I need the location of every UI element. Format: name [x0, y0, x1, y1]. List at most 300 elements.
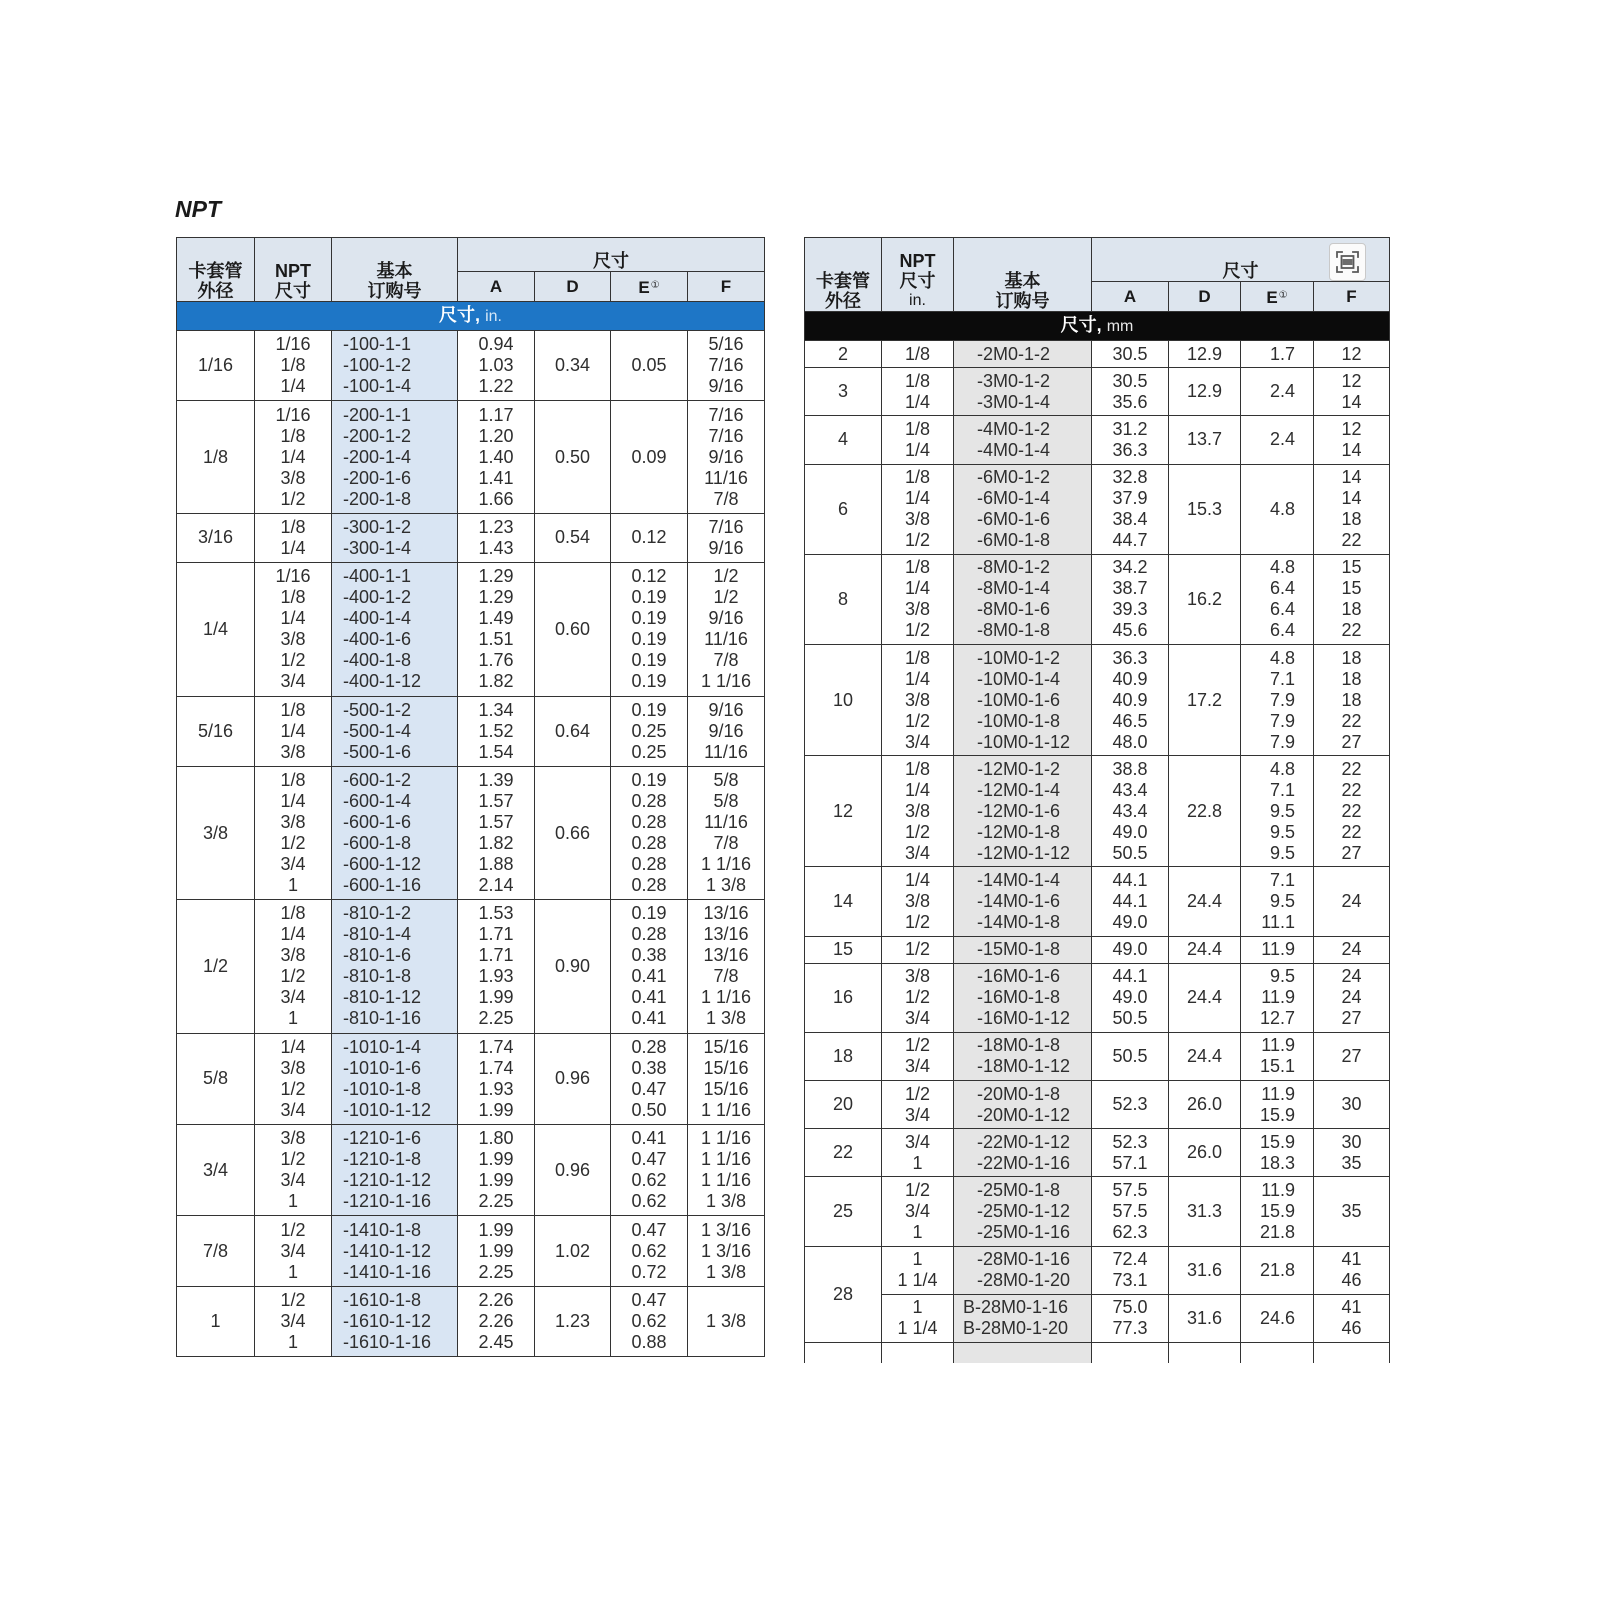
- order-number-value: -1210-1-16: [343, 1191, 432, 1212]
- dim-e-value: 0.28: [631, 854, 667, 875]
- header-line: 外径: [825, 291, 861, 311]
- cell-dim-a: [1092, 416, 1169, 464]
- dim-a-value: 1.99: [478, 1099, 514, 1120]
- cell-dim-e: [1241, 756, 1314, 867]
- dim-a-value: 1.76: [478, 650, 514, 671]
- footnote-marker: ①: [1278, 289, 1288, 301]
- dim-e-value: 11.9: [1261, 1035, 1295, 1056]
- cell-tube-od: [805, 1129, 882, 1177]
- dim-a-value: 57.5: [1112, 1180, 1148, 1201]
- cell-npt-size: [255, 513, 332, 562]
- cell-dim-a: [1092, 464, 1169, 554]
- dim-d-value: 0.50: [554, 446, 591, 467]
- dim-e-value: 0.72: [631, 1261, 667, 1282]
- order-number-value: -6M0-1-2: [977, 467, 1051, 488]
- dim-a-value: 40.9: [1112, 689, 1148, 710]
- scan-icon[interactable]: [1330, 244, 1365, 280]
- cell-dim-a: [458, 696, 535, 766]
- cell-dim-e: [1241, 1246, 1314, 1294]
- cell-dim-a: [1092, 644, 1169, 755]
- dim-f-value: 7/16: [708, 516, 744, 537]
- dim-a-value: 2.45: [478, 1331, 514, 1352]
- dim-f-value: 1 3/8: [705, 1008, 747, 1029]
- dim-a-value: 31.2: [1112, 418, 1148, 439]
- dim-f-value: 15/16: [703, 1036, 749, 1057]
- dim-a-value: 30.5: [1112, 343, 1148, 364]
- cell-npt-size: [882, 1294, 954, 1342]
- table-row: [805, 1032, 1390, 1080]
- order-number-value: -25M0-1-12: [977, 1201, 1071, 1222]
- npt-size-value: 1/4: [904, 869, 931, 890]
- npt-size-value: 1/2: [904, 710, 931, 731]
- npt-size-value: 3/8: [904, 890, 931, 911]
- cell-tube-od: [177, 563, 255, 696]
- order-number-value: -1010-1-6: [343, 1057, 422, 1078]
- npt-size-value: 1/8: [280, 355, 306, 376]
- dim-f-value: 13/16: [703, 903, 749, 924]
- order-number-value: -14M0-1-6: [977, 890, 1061, 911]
- cell-order-number: [332, 696, 458, 766]
- order-number-value: -1410-1-16: [343, 1261, 432, 1282]
- cell-dim-f: [688, 1286, 765, 1356]
- npt-size-value: 1: [287, 1191, 298, 1212]
- dim-e-value: 0.62: [631, 1191, 667, 1212]
- order-number-value: -1010-1-8: [343, 1078, 422, 1099]
- npt-size-value: 1/8: [904, 467, 931, 488]
- npt-size-value: 3/8: [280, 629, 306, 650]
- order-number-value: -16M0-1-6: [977, 966, 1061, 987]
- cell-tube-od: [805, 1246, 882, 1342]
- dim-e-value: 7.1: [1269, 869, 1295, 890]
- cell-dim-e: [611, 1125, 688, 1216]
- dim-f-value: 1/2: [713, 566, 739, 587]
- dim-a-value: 1.39: [478, 770, 514, 791]
- cell-dim-d: [1169, 368, 1241, 416]
- npt-size-value: 3/4: [904, 1201, 931, 1222]
- npt-size-value: 3/4: [904, 1056, 931, 1077]
- order-number-value: -810-1-4: [343, 924, 412, 945]
- cell-order-number: [332, 563, 458, 696]
- cell-tube-od: [805, 1177, 882, 1246]
- dim-e-value: 0.19: [631, 770, 667, 791]
- cell-dim-f: [1314, 1081, 1390, 1129]
- dim-f-value: 14: [1341, 391, 1362, 412]
- order-number-value: -600-1-4: [343, 791, 412, 812]
- header-order-number: [332, 238, 458, 302]
- cell-dim-e: [1241, 1129, 1314, 1177]
- cell-order-number: [332, 1033, 458, 1124]
- table-row: [805, 963, 1390, 1032]
- cell-tube-od: [177, 513, 255, 562]
- cell-npt-size: [255, 563, 332, 696]
- dim-f-value: 5/16: [708, 334, 744, 355]
- npt-size-value: 1/4: [280, 791, 306, 812]
- npt-size-value: 3/4: [904, 842, 931, 863]
- tube-od-value: 2: [837, 343, 848, 364]
- dim-e-value: 0.28: [631, 1036, 667, 1057]
- npt-size-value: 1/4: [904, 578, 931, 599]
- dim-e-value: 0.50: [631, 1099, 667, 1120]
- order-number-value: -400-1-8: [343, 650, 412, 671]
- cell-dim-a: [458, 401, 535, 513]
- dim-e-value: 2.4: [1269, 381, 1295, 402]
- order-number-value: -10M0-1-8: [977, 710, 1061, 731]
- dim-a-value: 1.34: [478, 699, 514, 720]
- inch-table-container: [176, 237, 765, 1357]
- unit-band-unit: in.: [485, 308, 502, 325]
- dim-e-value: 0.25: [631, 720, 667, 741]
- npt-size-value: 1/8: [904, 647, 931, 668]
- dim-d-value: 12.9: [1186, 381, 1223, 402]
- dim-e-value: 18.3: [1259, 1152, 1295, 1173]
- cell-npt-size: [255, 1033, 332, 1124]
- header-line: 尺寸: [275, 281, 311, 301]
- dim-f-value: 13/16: [703, 924, 749, 945]
- cell-tube-od: [177, 900, 255, 1033]
- npt-size-value: 1: [912, 1249, 923, 1270]
- dim-a-value: 1.52: [478, 720, 514, 741]
- dim-f-value: 46: [1341, 1270, 1362, 1291]
- dim-f-value: 9/16: [708, 608, 744, 629]
- dim-f-value: 11/16: [704, 629, 748, 650]
- dim-a-value: 46.5: [1112, 710, 1148, 731]
- inch-table-body: [177, 331, 765, 1357]
- order-number-value: -500-1-2: [343, 699, 412, 720]
- npt-size-value: 3/8: [280, 945, 306, 966]
- dim-a-value: 1.57: [478, 812, 514, 833]
- cell-dim-a: [1092, 368, 1169, 416]
- order-number-value: -12M0-1-6: [977, 800, 1061, 821]
- dim-a-value: 1.41: [478, 467, 514, 488]
- table-row: [805, 416, 1390, 464]
- npt-size-value: 1/16: [275, 404, 311, 425]
- cell-npt-size: [882, 867, 954, 936]
- order-number-value: -18M0-1-8: [977, 1035, 1061, 1056]
- npt-size-value: 1/8: [904, 418, 931, 439]
- cell-dim-d: [535, 513, 611, 562]
- cell-dim-f: [688, 766, 765, 899]
- cell-order-number: [954, 1081, 1092, 1129]
- order-number-value: -200-1-8: [343, 488, 412, 509]
- dim-f-value: 1 3/8: [705, 1191, 747, 1212]
- unit-band-label: 尺寸,: [1060, 315, 1102, 335]
- npt-size-value: 1/2: [280, 488, 306, 509]
- cell-npt-size: [882, 963, 954, 1032]
- dim-d-value: 0.96: [554, 1068, 591, 1089]
- dim-f-value: 1 1/16: [700, 854, 752, 875]
- cell-dim-f: [1314, 464, 1390, 554]
- npt-size-value: 1/2: [280, 1149, 306, 1170]
- dim-e-value: 11.9: [1261, 1180, 1295, 1201]
- cell-tube-od: [805, 756, 882, 867]
- cell-tube-od: [177, 1216, 255, 1286]
- table-row: [805, 867, 1390, 936]
- cell-npt-size: [882, 341, 954, 368]
- tube-od-value: 3/16: [197, 527, 234, 548]
- order-number-value: -1610-1-8: [343, 1289, 422, 1310]
- cell-dim-f: [688, 696, 765, 766]
- dim-e-value: 0.47: [631, 1219, 667, 1240]
- dim-f-value: 22: [1341, 821, 1362, 842]
- cell-tube-od: [805, 644, 882, 755]
- dim-d-value: 1.02: [554, 1240, 591, 1261]
- cell-npt-size: [255, 1125, 332, 1216]
- dim-f-value: 14: [1341, 439, 1362, 460]
- dim-a-value: 1.99: [478, 1149, 514, 1170]
- cell-tube-od: [805, 936, 882, 963]
- dim-e-value: 0.19: [631, 587, 667, 608]
- cell-npt-size: [255, 766, 332, 899]
- order-number-value: -14M0-1-8: [977, 911, 1061, 932]
- dim-e-value: 0.05: [631, 355, 667, 376]
- npt-size-value: 3/8: [904, 966, 931, 987]
- dim-a-value: 0.94: [478, 334, 514, 355]
- cell-order-number: [954, 464, 1092, 554]
- cell-npt-size: [882, 1081, 954, 1129]
- dim-d-value: 0.34: [554, 355, 591, 376]
- cell-dim-f: [1314, 756, 1390, 867]
- dim-a-value: 44.7: [1112, 530, 1148, 551]
- cell-dim-e: [611, 900, 688, 1033]
- cell-empty: [1314, 1343, 1390, 1364]
- header-col-e-label: E: [1266, 287, 1278, 307]
- npt-size-value: 1: [287, 1331, 298, 1352]
- cell-empty: [805, 1343, 882, 1364]
- npt-size-value: 1: [912, 1152, 923, 1173]
- npt-size-value: 1/4: [280, 537, 306, 558]
- cell-dim-d: [1169, 644, 1241, 755]
- header-dimensions: 尺寸: [1092, 238, 1390, 282]
- dim-d-value: 24.4: [1186, 890, 1223, 911]
- dim-d-value: 24.4: [1186, 1045, 1223, 1066]
- cell-dim-f: [1314, 963, 1390, 1032]
- order-number-value: -1410-1-8: [343, 1219, 422, 1240]
- dim-e-value: 6.4: [1269, 599, 1295, 620]
- dim-f-value: 9/16: [708, 537, 744, 558]
- npt-size-value: 3/4: [280, 671, 306, 692]
- cell-tube-od: [177, 696, 255, 766]
- cell-dim-f: [688, 401, 765, 513]
- order-number-value: -16M0-1-8: [977, 987, 1061, 1008]
- dim-e-value: 11.9: [1261, 939, 1295, 960]
- page-title: NPT: [175, 196, 221, 222]
- dim-a-value: 1.17: [478, 404, 514, 425]
- dim-d-value: 31.3: [1186, 1201, 1223, 1222]
- cell-dim-f: [1314, 554, 1390, 644]
- dim-e-value: 6.4: [1269, 620, 1295, 641]
- cell-order-number: [954, 368, 1092, 416]
- dim-d-value: 24.4: [1186, 987, 1223, 1008]
- cell-dim-d: [1169, 1032, 1241, 1080]
- dim-a-value: 49.0: [1112, 939, 1148, 960]
- dim-a-value: 49.0: [1112, 821, 1148, 842]
- dim-f-value: 24: [1341, 890, 1362, 911]
- tube-od-value: 12: [832, 800, 854, 821]
- npt-size-value: 1 1/4: [897, 1270, 938, 1291]
- cell-dim-f: [1314, 867, 1390, 936]
- tube-od-value: 1/16: [197, 355, 234, 376]
- dim-f-value: 1/2: [713, 587, 739, 608]
- header-col-e: [1241, 282, 1314, 312]
- order-number-value: -3M0-1-4: [977, 391, 1051, 412]
- npt-size-value: 3/4: [904, 1008, 931, 1029]
- npt-size-value: 3/8: [904, 800, 931, 821]
- cell-npt-size: [882, 1129, 954, 1177]
- cell-dim-e: [1241, 464, 1314, 554]
- dim-f-value: 30: [1341, 1131, 1362, 1152]
- cell-dim-a: [458, 1033, 535, 1124]
- dim-a-value: 52.3: [1112, 1094, 1148, 1115]
- cell-order-number: [954, 341, 1092, 368]
- cell-order-number: [954, 963, 1092, 1032]
- dim-e-value: 15.9: [1259, 1201, 1295, 1222]
- dim-a-value: 44.1: [1112, 869, 1148, 890]
- npt-size-value: 1/2: [904, 530, 931, 551]
- table-row: [177, 1125, 765, 1216]
- dim-a-value: 43.4: [1112, 800, 1148, 821]
- dim-e-value: 1.7: [1269, 343, 1295, 364]
- order-number-value: -1210-1-12: [343, 1170, 432, 1191]
- cell-dim-f: [1314, 416, 1390, 464]
- dim-a-value: 1.74: [478, 1057, 514, 1078]
- tube-od-value: 15: [832, 939, 854, 960]
- cell-order-number: [954, 1246, 1092, 1294]
- dim-f-value: 5/8: [713, 791, 739, 812]
- cell-dim-a: [1092, 1032, 1169, 1080]
- order-number-value: -8M0-1-2: [977, 557, 1051, 578]
- order-number-value: -600-1-8: [343, 833, 412, 854]
- dim-e-value: 0.47: [631, 1078, 667, 1099]
- dim-e-value: 0.62: [631, 1170, 667, 1191]
- table-row: [177, 900, 765, 1033]
- dim-f-value: 22: [1341, 710, 1362, 731]
- header-col-d: D: [535, 272, 611, 302]
- cell-dim-a: [458, 513, 535, 562]
- dim-f-value: 12: [1341, 418, 1362, 439]
- order-number-value: -400-1-1: [343, 566, 412, 587]
- unit-band-label: 尺寸,: [439, 305, 481, 325]
- order-number-value: -15M0-1-8: [977, 939, 1061, 960]
- order-number-value: -12M0-1-4: [977, 779, 1061, 800]
- cell-tube-od: [177, 331, 255, 401]
- dim-d-value: 0.90: [554, 955, 591, 976]
- table-row-partial: [805, 1343, 1390, 1364]
- dim-a-value: 50.5: [1112, 1008, 1148, 1029]
- dim-a-value: 1.99: [478, 1170, 514, 1191]
- dim-f-value: 7/16: [708, 404, 744, 425]
- cell-tube-od: [805, 341, 882, 368]
- npt-size-value: 1/4: [904, 668, 931, 689]
- dim-a-value: 1.43: [478, 537, 514, 558]
- dim-a-value: 77.3: [1112, 1318, 1148, 1339]
- order-number-value: -200-1-2: [343, 425, 412, 446]
- cell-dim-d: [535, 331, 611, 401]
- npt-size-value: 1: [912, 1297, 923, 1318]
- cell-dim-d: [1169, 1129, 1241, 1177]
- order-number-value: -600-1-2: [343, 770, 412, 791]
- dim-a-value: 1.40: [478, 446, 514, 467]
- header-col-d: D: [1169, 282, 1241, 312]
- npt-size-value: 1/2: [904, 911, 931, 932]
- order-number-value: -1010-1-4: [343, 1036, 422, 1057]
- cell-dim-f: [1314, 936, 1390, 963]
- dim-a-value: 1.93: [478, 1078, 514, 1099]
- dim-a-value: 1.66: [478, 488, 514, 509]
- dim-f-value: 41: [1341, 1297, 1362, 1318]
- order-number-value: -28M0-1-16: [977, 1249, 1071, 1270]
- dim-e-value: 0.28: [631, 875, 667, 896]
- dim-f-value: 1 1/16: [700, 987, 752, 1008]
- dim-a-value: 1.20: [478, 425, 514, 446]
- dim-e-value: 11.9: [1261, 1083, 1295, 1104]
- dim-e-value: 6.4: [1269, 578, 1295, 599]
- dim-e-value: 0.09: [631, 446, 667, 467]
- npt-size-value: 3/4: [280, 1170, 306, 1191]
- cell-dim-d: [1169, 1177, 1241, 1246]
- cell-dim-f: [688, 1216, 765, 1286]
- npt-size-value: 3/4: [280, 854, 306, 875]
- npt-size-value: 1/8: [280, 699, 306, 720]
- npt-size-value: 3/8: [280, 741, 306, 762]
- dim-e-value: 4.8: [1269, 498, 1295, 519]
- npt-size-value: 1 1/4: [897, 1318, 938, 1339]
- dim-a-value: 39.3: [1112, 599, 1148, 620]
- dim-a-value: 1.82: [478, 671, 514, 692]
- dim-f-value: 1 3/8: [705, 1310, 747, 1331]
- dim-d-value: 0.66: [554, 822, 591, 843]
- order-number-value: -14M0-1-4: [977, 869, 1061, 890]
- npt-size-value: 3/8: [280, 812, 306, 833]
- dim-e-value: 24.6: [1259, 1307, 1295, 1328]
- npt-size-value: 1: [287, 1008, 298, 1029]
- npt-size-value: 1/4: [904, 779, 931, 800]
- npt-size-value: 3/8: [904, 509, 931, 530]
- unit-band-inch: [177, 302, 765, 331]
- dim-a-value: 44.1: [1112, 890, 1148, 911]
- dim-f-value: 1 1/16: [700, 1099, 752, 1120]
- cell-dim-f: [688, 1125, 765, 1216]
- dim-a-value: 1.80: [478, 1128, 514, 1149]
- dim-a-value: 49.0: [1112, 987, 1148, 1008]
- cell-dim-d: [535, 900, 611, 1033]
- order-number-value: -1610-1-16: [343, 1331, 432, 1352]
- dim-a-value: 1.74: [478, 1036, 514, 1057]
- dim-a-value: 1.03: [478, 355, 514, 376]
- header-line: 卡套管: [188, 261, 243, 281]
- npt-size-value: 1/4: [280, 376, 306, 397]
- order-number-value: -1210-1-6: [343, 1128, 422, 1149]
- header-col-e-label: E: [638, 277, 650, 297]
- dim-e-value: 0.28: [631, 924, 667, 945]
- dim-f-value: 18: [1341, 509, 1362, 530]
- table-row: [177, 1216, 765, 1286]
- cell-dim-f: [1314, 644, 1390, 755]
- cell-dim-d: [1169, 756, 1241, 867]
- cell-dim-e: [1241, 867, 1314, 936]
- cell-dim-e: [611, 513, 688, 562]
- image-scan-button[interactable]: [1329, 243, 1366, 281]
- cell-npt-size: [882, 554, 954, 644]
- dim-a-value: 38.4: [1112, 509, 1148, 530]
- order-number-value: -1010-1-12: [343, 1099, 432, 1120]
- order-number-value: -2M0-1-2: [977, 343, 1051, 364]
- cell-npt-size: [882, 464, 954, 554]
- cell-order-number: [954, 756, 1092, 867]
- npt-size-value: 1/4: [280, 446, 306, 467]
- table-row: [805, 1177, 1390, 1246]
- table-row: [177, 331, 765, 401]
- header-line: 基本: [1004, 271, 1041, 291]
